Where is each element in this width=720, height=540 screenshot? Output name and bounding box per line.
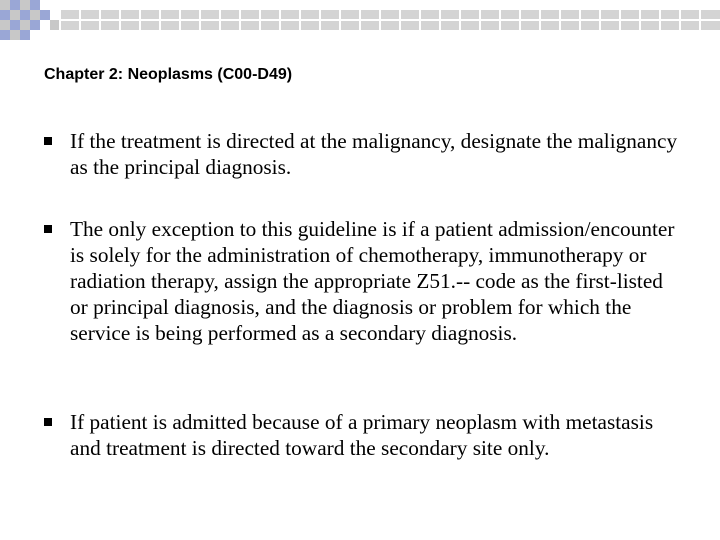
square-bullet-icon bbox=[44, 225, 52, 233]
header-decoration bbox=[0, 0, 720, 50]
square-bullet-icon bbox=[44, 137, 52, 145]
bullet-text: The only exception to this guideline is if a patient admission/encounter is solely for the administration of chemotherapy, immunotherapy or radiation therapy, assign the appropriate Z51.-- code as the first-listed or principal diagnosis, and the diagnosis or problem for which the service is being performed as a secondary diagnosis. bbox=[70, 217, 675, 345]
slide-title: Chapter 2: Neoplasms (C00-D49) bbox=[44, 66, 293, 83]
bullet-text: If patient is admitted because of a primary neoplasm with metastasis and treatment is directed toward the secondary site only. bbox=[70, 410, 654, 460]
square-bullet-icon bbox=[44, 418, 52, 426]
bullet-text: If the treatment is directed at the malignancy, designate the malignancy as the principal diagnosis. bbox=[70, 129, 678, 179]
